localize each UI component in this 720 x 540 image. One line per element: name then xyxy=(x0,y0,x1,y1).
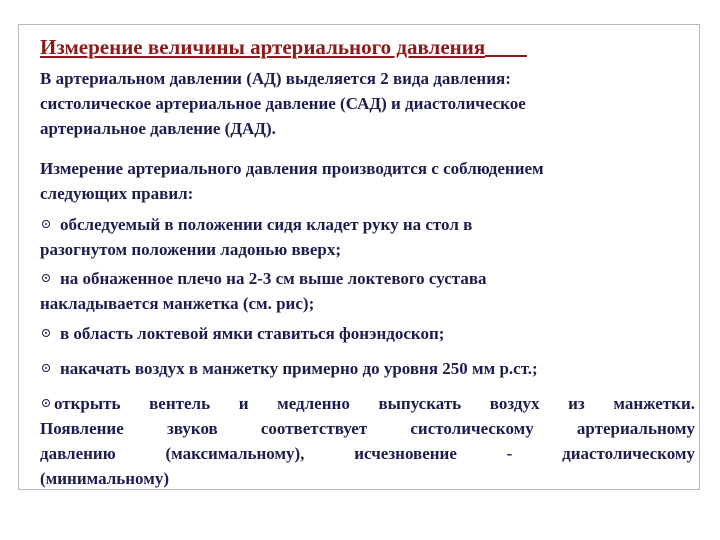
rule-line xyxy=(40,212,695,237)
rule-item-1 xyxy=(40,212,695,262)
circle-bullet-icon xyxy=(42,274,50,282)
rule-line xyxy=(40,356,695,381)
rule-text: на обнаженное плечо на 2-3 см выше локтевого сустава xyxy=(60,269,487,288)
intro-line: артериальное давление (ДАД). xyxy=(40,119,276,138)
rule-text: обследуемый в положении сидя кладет руку на стол в xyxy=(60,215,473,234)
circle-bullet-icon xyxy=(42,399,50,407)
rules-intro-paragraph xyxy=(40,156,695,206)
rule-item-5 xyxy=(40,391,695,491)
circle-bullet-icon xyxy=(42,220,50,228)
rules-intro-line: Измерение артериального давления производится с соблюдением xyxy=(40,159,544,178)
rule-line: разогнутом положении ладонью вверх; xyxy=(40,240,341,259)
slide-title-text: Измерение величины артериального давления xyxy=(40,35,486,59)
rule-item-3 xyxy=(40,321,695,346)
rule-line xyxy=(40,321,695,346)
rule-line xyxy=(40,266,695,291)
circle-bullet-icon xyxy=(42,364,50,372)
rule-text: в область локтевой ямки ставиться фонэндоскоп; xyxy=(60,324,445,343)
rule-line: Появление звуков соответствует систолическому артериальному xyxy=(40,419,695,438)
intro-line: систолическое артериальное давление (САД) и диастолическое xyxy=(40,94,526,113)
intro-paragraph xyxy=(40,66,695,141)
rule-line xyxy=(40,391,695,416)
intro-line: В артериальном давлении (АД) выделяется 2 вида давления: xyxy=(40,69,511,88)
slide-title xyxy=(40,34,527,60)
rule-text: накачать воздух в манжетку примерно до уровня 250 мм р.ст.; xyxy=(60,359,538,378)
title-underline xyxy=(485,55,527,57)
rules-intro-line: следующих правил: xyxy=(40,184,194,203)
rule-line: накладывается манжетка (см. рис); xyxy=(40,294,315,313)
rule-line: (минимальному) xyxy=(40,469,169,488)
rule-line: давлению (максимальному), исчезновение - диастолическому xyxy=(40,444,695,463)
circle-bullet-icon xyxy=(42,329,50,337)
rule-text: открыть вентель и медленно выпускать воздух из манжетки. xyxy=(54,394,695,413)
rule-item-4 xyxy=(40,356,695,381)
rule-item-2 xyxy=(40,266,695,316)
